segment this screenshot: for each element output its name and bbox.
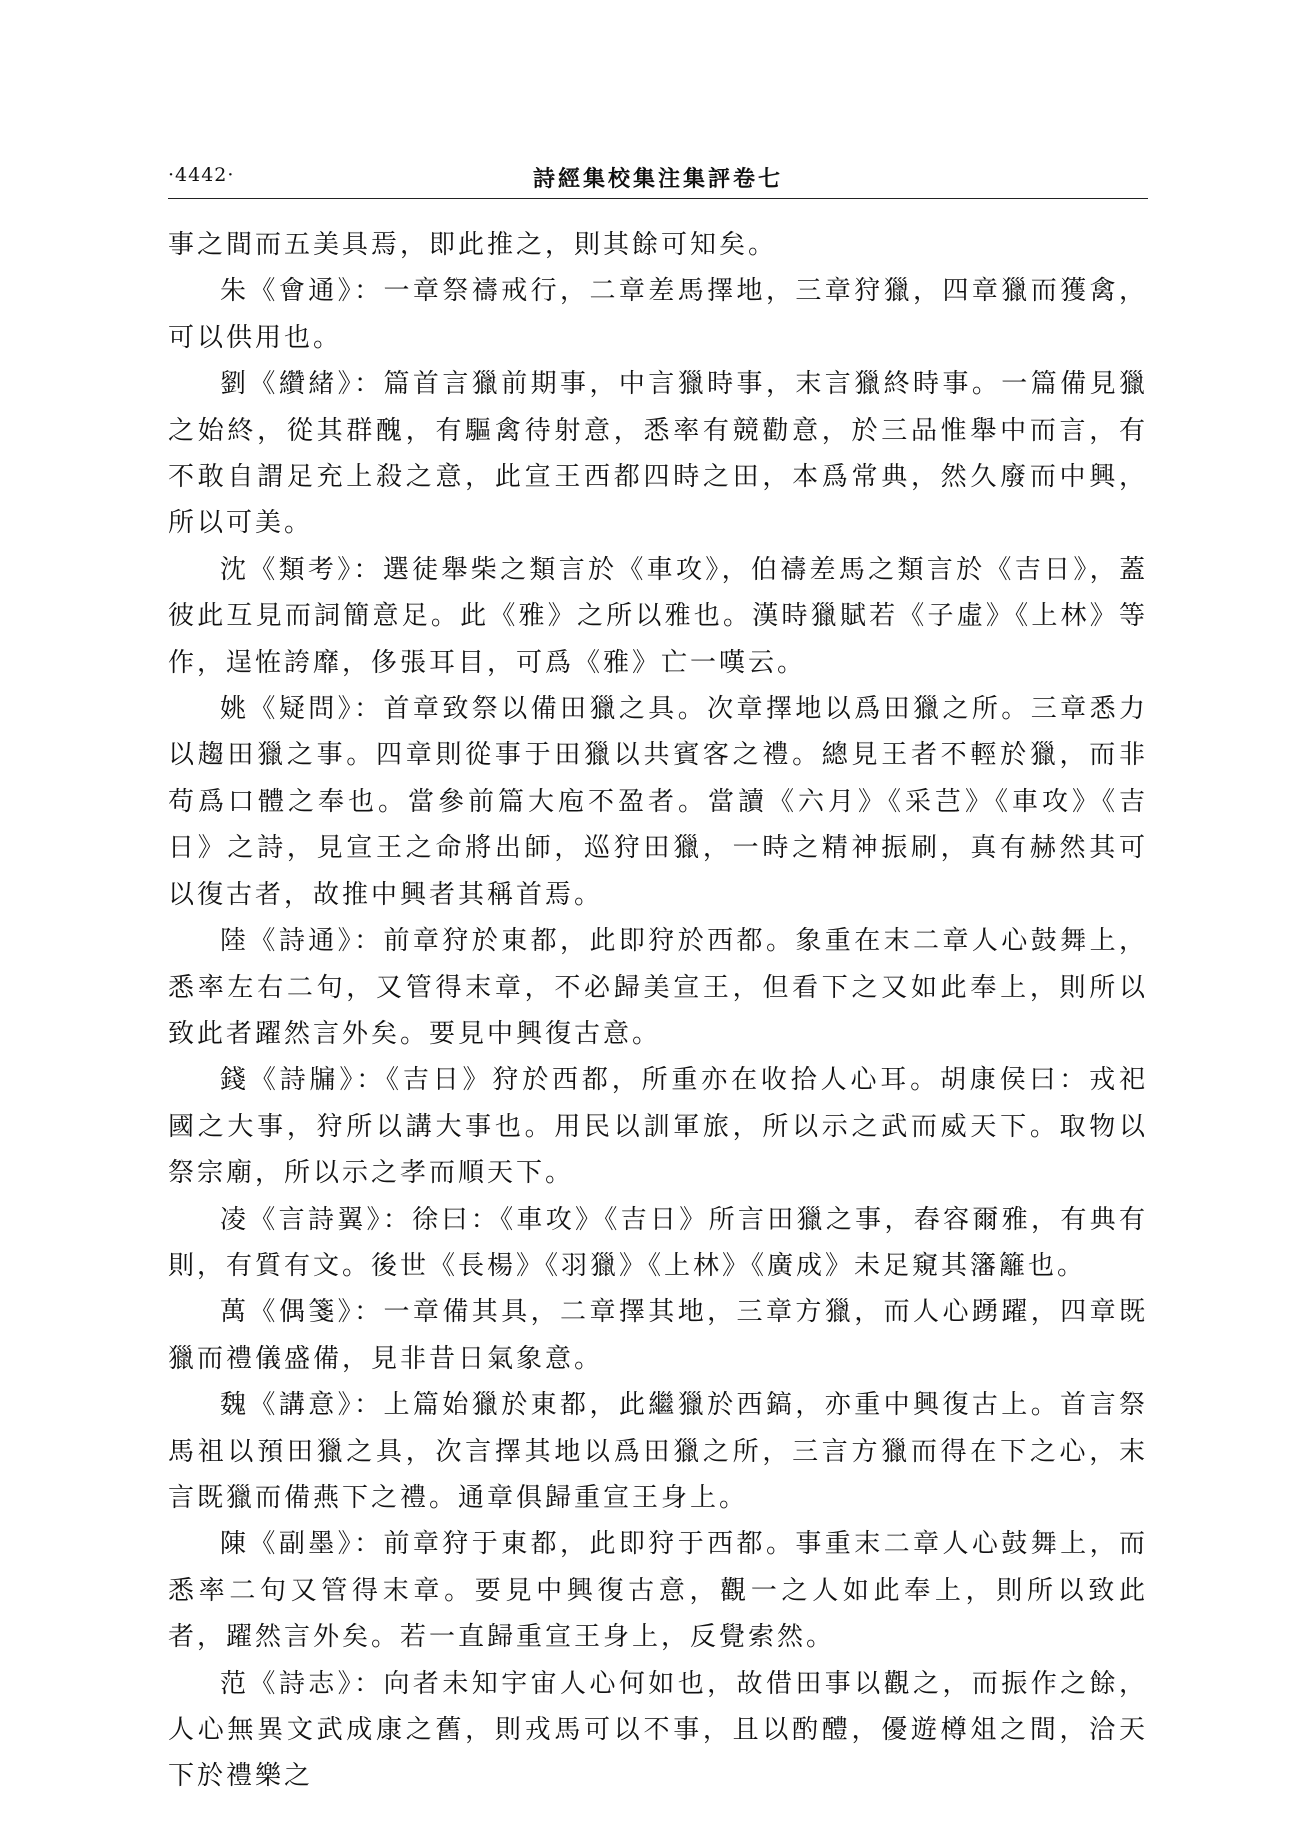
paragraph-fan-shizhi: 范《詩志》：向者未知宇宙人心何如也，故借田事以觀之，而振作之餘，人心無異文武成康之舊，則戎馬可以不事，且以酌醴，優遊樽俎之間，洽天下於禮樂之 — [168, 1668, 1148, 1792]
page-number: ·4442· — [168, 164, 235, 186]
paragraph-ling-yanshiyi: 凌《言詩翼》：徐曰：《車攻》《吉日》所言田獵之事，舂容爾雅，有典有則，有質有文。後世《長楊》《羽獵》《上林》《廣成》未足窺其籓籬也。 — [168, 1204, 1148, 1281]
paragraph-qian-shiyou: 錢《詩牖》：《吉日》狩於西都，所重亦在收拾人心耳。胡康侯曰：戎祀國之大事，狩所以講大事也。用民以訓軍旅，所以示之武而威天下。取物以祭宗廟，所以示之孝而順天下。 — [168, 1065, 1148, 1189]
paragraph-continuation: 事之間而五美具焉，即此推之，則其餘可知矣。 — [168, 230, 778, 260]
running-title: 詩經集校集注集評卷七 — [532, 166, 783, 192]
paragraph-shen-leikao: 沈《類考》：選徒舉柴之類言於《車攻》，伯禱差馬之類言於《吉日》，蓋彼此互見而詞簡意足。此《雅》之所以雅也。漢時獵賦若《子虛》《上林》等作，逞恠誇靡，侈張耳目，可爲《雅》亡一嘆云。 — [168, 554, 1148, 678]
header-rule — [168, 198, 1148, 199]
paragraph-lu-shitong: 陸《詩通》：前章狩於東都，此即狩於西都。象重在末二章人心鼓舞上，悉率左右二句，又管得末章，不必歸美宣王，但看下之又如此奉上，則所以致此者躍然言外矣。要見中興復古意。 — [168, 926, 1148, 1049]
paragraph-yao-yiwen: 姚《疑問》：首章致祭以備田獵之具。次章擇地以爲田獵之所。三章悉力以趨田獵之事。四章則從事于田獵以共賓客之禮。總見王者不輕於獵，而非苟爲口體之奉也。當參前篇大庖不盈者。當讀《六月》《采芑》《車攻》《吉日》之詩，見宣王之命將出師，巡狩田獵，一時之精神振刷，真有赫然其可以復古者，故推中興者其稱首焉。 — [168, 694, 1148, 910]
page-header — [168, 160, 1148, 200]
paragraph-wan-oujian: 萬《偶箋》：一章備其具，二章擇其地，三章方獵，而人心踴躍，四章既獵而禮儀盛備，見非昔日氣象意。 — [168, 1297, 1148, 1374]
paragraph-chen-fumo: 陳《副墨》：前章狩于東都，此即狩于西都。事重末二章人心鼓舞上，而悉率二句又管得末章。要見中興復古意，觀一之人如此奉上，則所以致此者，躍然言外矣。若一直歸重宣王身上，反覺索然。 — [168, 1529, 1148, 1653]
paragraph-zhu-huitong: 朱《會通》：一章祭禱戒行，二章差馬擇地，三章狩獵，四章獵而獲禽，可以供用也。 — [168, 276, 1148, 353]
body-text — [168, 222, 1148, 1800]
paragraph-wei-jiangyi: 魏《講意》：上篇始獵於東都，此繼獵於西鎬，亦重中興復古上。首言祭馬祖以預田獵之具，次言擇其地以爲田獵之所，三言方獵而得在下之心，末言既獵而備燕下之禮。通章俱歸重宣王身上。 — [168, 1390, 1148, 1513]
paragraph-liu-zuanxu: 劉《纘緒》：篇首言獵前期事，中言獵時事，末言獵終時事。一篇備見獵之始終，從其群醜，有驅禽待射意，悉率有競勸意，於三品惟舉中而言，有不敢自謂足充上殺之意，此宣王西都四時之田，本爲常典，然久廢而中興，所以可美。 — [168, 369, 1148, 539]
